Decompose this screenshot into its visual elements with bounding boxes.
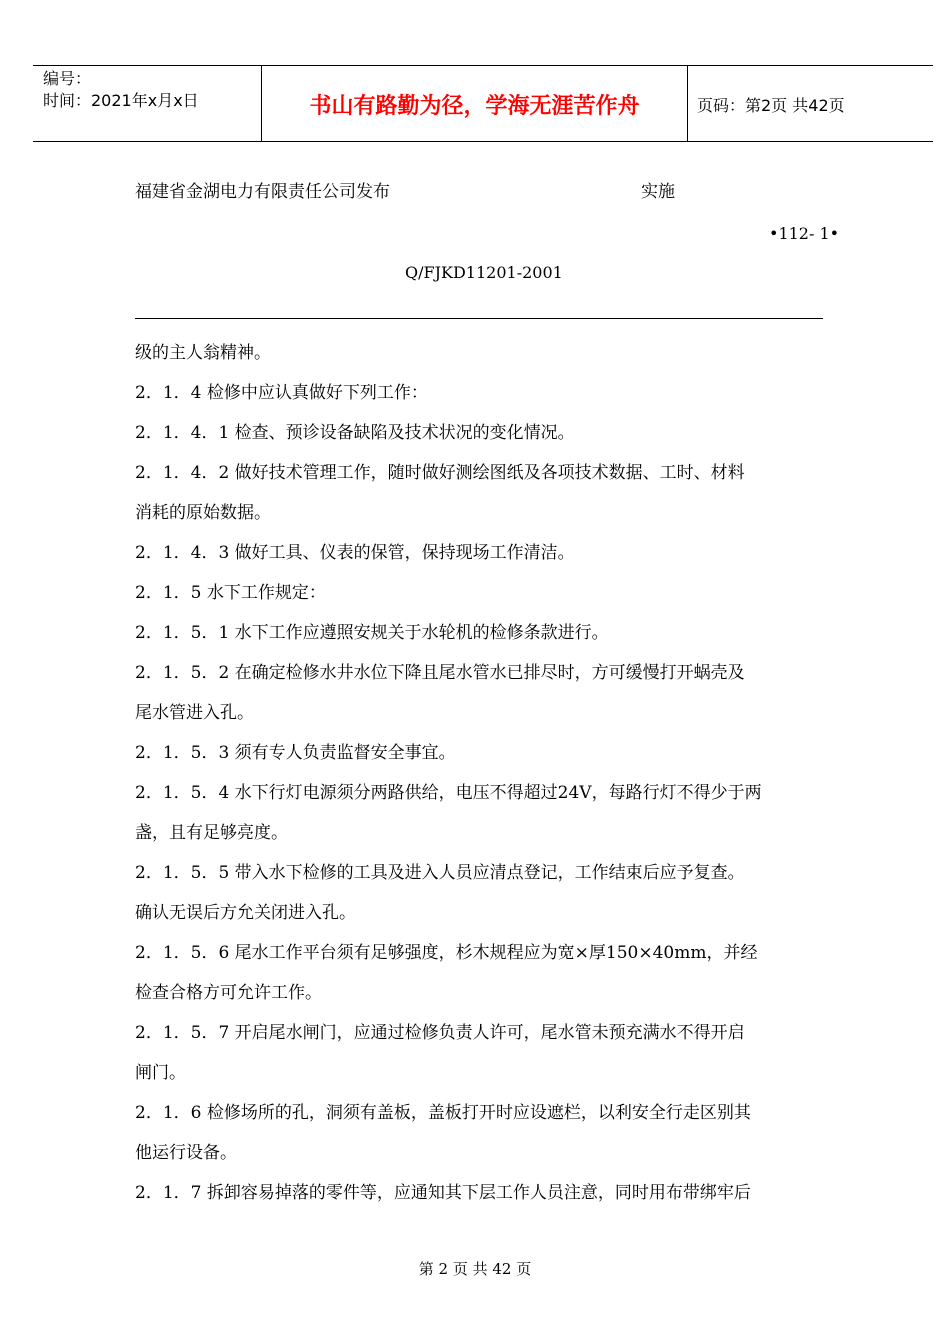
- document-code: Q/FJKD11201-2001: [405, 263, 563, 282]
- page-footer: 第 2 页 共 42 页: [418, 1260, 532, 1278]
- body-line: 2．1．5．7 开启尾水闸门，应通过检修负责人许可，尾水管未预充满水不得开启: [135, 1023, 745, 1043]
- body-line: 2．1．4．1 检查、预诊设备缺陷及技术状况的变化情况。: [135, 423, 575, 443]
- header-info: [43, 68, 261, 112]
- body-line: 2．1．4．3 做好工具、仪表的保管，保持现场工作清洁。: [135, 543, 575, 563]
- body-line: 他运行设备。: [135, 1143, 237, 1163]
- body-line: 2．1．6 检修场所的孔，洞须有盖板，盖板打开时应设遮栏，以利安全行走区别其: [135, 1103, 751, 1123]
- implement-label: 实施: [641, 182, 675, 202]
- page-header: [33, 65, 933, 142]
- document-time-label: 时间：2021年x月x日: [43, 91, 199, 110]
- page-code: •112- 1•: [769, 224, 840, 243]
- publisher-name: 福建省金湖电力有限责任公司发布: [135, 182, 390, 202]
- body-line: 确认无误后方允关闭进入孔。: [135, 903, 356, 923]
- body-line: 2．1．5．4 水下行灯电源须分两路供给，电压不得超过24V，每路行灯不得少于两: [135, 783, 762, 803]
- body-line: 尾水管进入孔。: [135, 703, 254, 723]
- body-line: 消耗的原始数据。: [135, 503, 271, 523]
- body-line: 2．1．5．2 在确定检修水井水位下降且尾水管水已排尽时，方可缓慢打开蜗壳及: [135, 663, 745, 683]
- header-page-number: 页码：第2页 共42页: [697, 95, 845, 115]
- document-number-label: 编号：: [43, 69, 92, 88]
- body-line: 2．1．5．1 水下工作应遵照安规关于水轮机的检修条款进行。: [135, 623, 609, 643]
- separator-line: [135, 318, 823, 319]
- body-line: 2．1．5．5 带入水下检修的工具及进入人员应清点登记，工作结束后应予复查。: [135, 863, 745, 883]
- body-line: 盏，且有足够亮度。: [135, 823, 288, 843]
- header-motto: 书山有路勤为径，学海无涯苦作舟: [309, 93, 640, 119]
- body-line: 2．1．5 水下工作规定：: [135, 583, 326, 603]
- body-line: 2．1．4．2 做好技术管理工作，随时做好测绘图纸及各项技术数据、工时、材料: [135, 463, 745, 483]
- body-line: 2．1．5．6 尾水工作平台须有足够强度，杉木规程应为宽×厚150×40mm，并经: [135, 943, 758, 963]
- body-line: 检查合格方可允许工作。: [135, 983, 322, 1003]
- body-line: 闸门。: [135, 1063, 186, 1083]
- body-line: 2．1．4 检修中应认真做好下列工作：: [135, 383, 428, 403]
- body-line: 级的主人翁精神。: [135, 343, 271, 363]
- body-line: 2．1．7 拆卸容易掉落的零件等，应通知其下层工作人员注意，同时用布带绑牢后: [135, 1183, 751, 1203]
- body-line: 2．1．5．3 须有专人负责监督安全事宜。: [135, 743, 456, 763]
- header-divider: [687, 66, 688, 142]
